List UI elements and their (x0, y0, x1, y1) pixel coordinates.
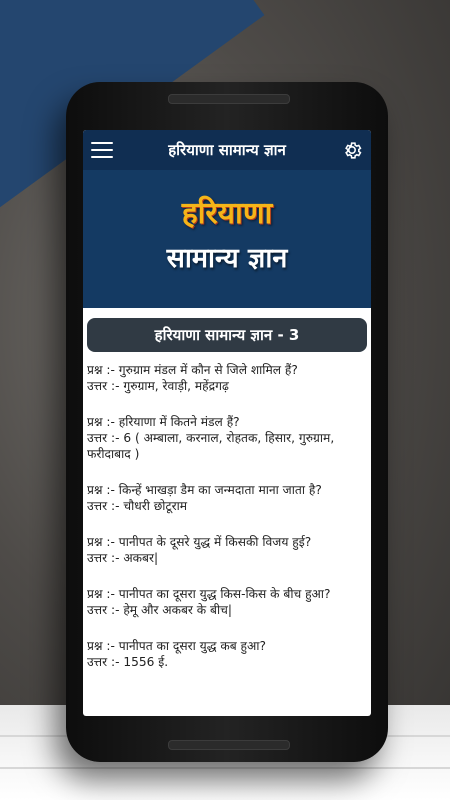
answer-text: उत्तर :- 1556 ई. (87, 655, 169, 669)
qa-item (87, 638, 367, 670)
hamburger-menu-icon[interactable] (91, 142, 113, 158)
answer-text: उत्तर :- अकबर| (87, 551, 159, 565)
app-screen (83, 130, 371, 716)
question-text: प्रश्न :- पानीपत के दूसरे युद्ध में किसकी विजय हुई? (87, 535, 312, 549)
answer-text: उत्तर :- 6 ( अम्बाला, करनाल, रोहतक, हिसार, गुरुग्राम, फरीदाबाद ) (87, 431, 335, 461)
answer-text: उत्तर :- हेमू और अकबर के बीच| (87, 603, 232, 617)
banner-subtitle: सामान्य ज्ञान (166, 243, 288, 274)
banner-title: हरियाणा (181, 196, 273, 231)
qa-item (87, 482, 367, 514)
question-text: प्रश्न :- हरियाणा में कितने मंडल हैं? (87, 415, 240, 429)
qa-list (83, 352, 371, 670)
app-title: हरियाणा सामान्य ज्ञान (168, 141, 286, 159)
question-text: प्रश्न :- पानीपत का दूसरा युद्ध किस-किस के बीच हुआ? (87, 587, 331, 601)
qa-item (87, 414, 367, 462)
section-title: हरियाणा सामान्य ज्ञान - 3 (87, 318, 367, 352)
qa-item (87, 586, 367, 618)
phone-top-speaker (168, 94, 290, 104)
phone-bottom-speaker (168, 740, 290, 750)
qa-item (87, 362, 367, 394)
question-text: प्रश्न :- गुरुग्राम मंडल में कौन से जिले शामिल हैं? (87, 363, 298, 377)
header-banner (83, 170, 371, 308)
answer-text: उत्तर :- गुरुग्राम, रेवाड़ी, महेंद्रगढ़ (87, 379, 229, 393)
gear-icon[interactable] (341, 139, 363, 161)
question-text: प्रश्न :- पानीपत का दूसरा युद्ध कब हुआ? (87, 639, 266, 653)
phone-device (66, 82, 388, 762)
qa-item (87, 534, 367, 566)
app-bar (83, 130, 371, 170)
question-text: प्रश्न :- किन्हें भाखड़ा डैम का जन्मदाता माना जाता है? (87, 483, 322, 497)
answer-text: उत्तर :- चौधरी छोटूराम (87, 499, 188, 513)
